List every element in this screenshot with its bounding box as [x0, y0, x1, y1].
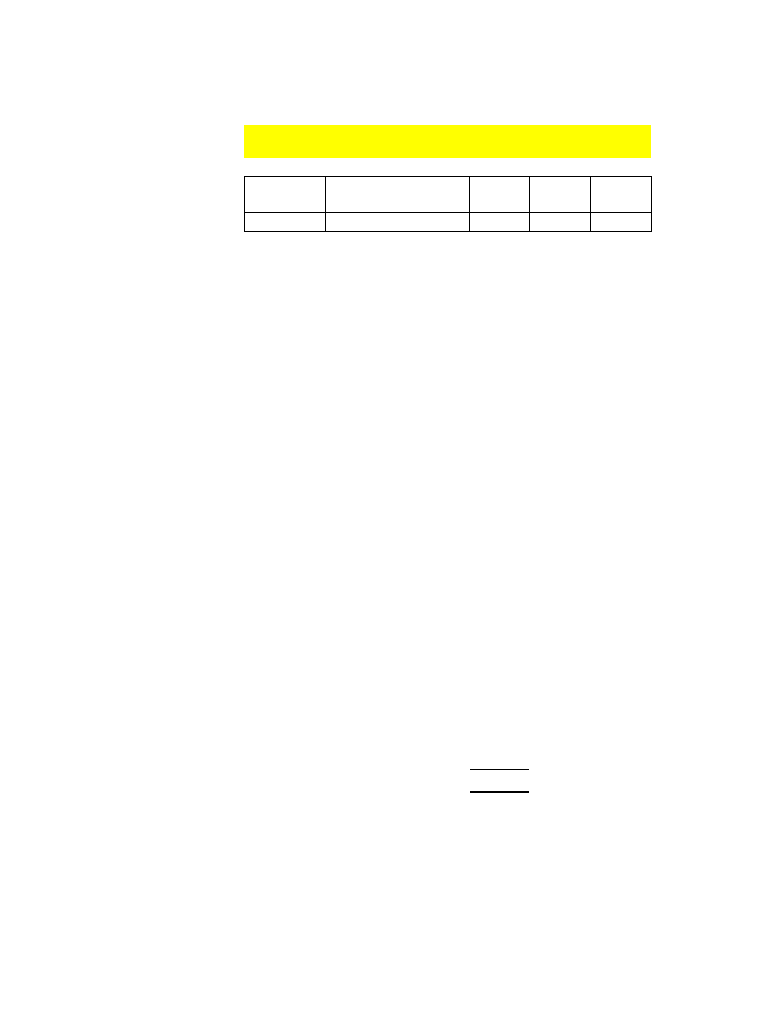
totals-label[interactable] [326, 213, 470, 232]
cgpa-value[interactable] [470, 769, 529, 793]
totals-obtained[interactable] [530, 213, 591, 232]
totals-total[interactable] [591, 213, 652, 232]
totals-gpa-cell[interactable] [470, 213, 530, 232]
totals-row [245, 213, 652, 232]
header-obtained[interactable] [530, 177, 591, 213]
marks-table [244, 176, 652, 232]
header-total[interactable] [591, 177, 652, 213]
header-row [245, 177, 652, 213]
header-gpa-points[interactable] [470, 177, 530, 213]
header-subject-code[interactable] [245, 177, 326, 213]
header-marks[interactable] [326, 177, 470, 213]
totals-empty-cell[interactable] [245, 213, 326, 232]
sheet-title [244, 125, 651, 158]
